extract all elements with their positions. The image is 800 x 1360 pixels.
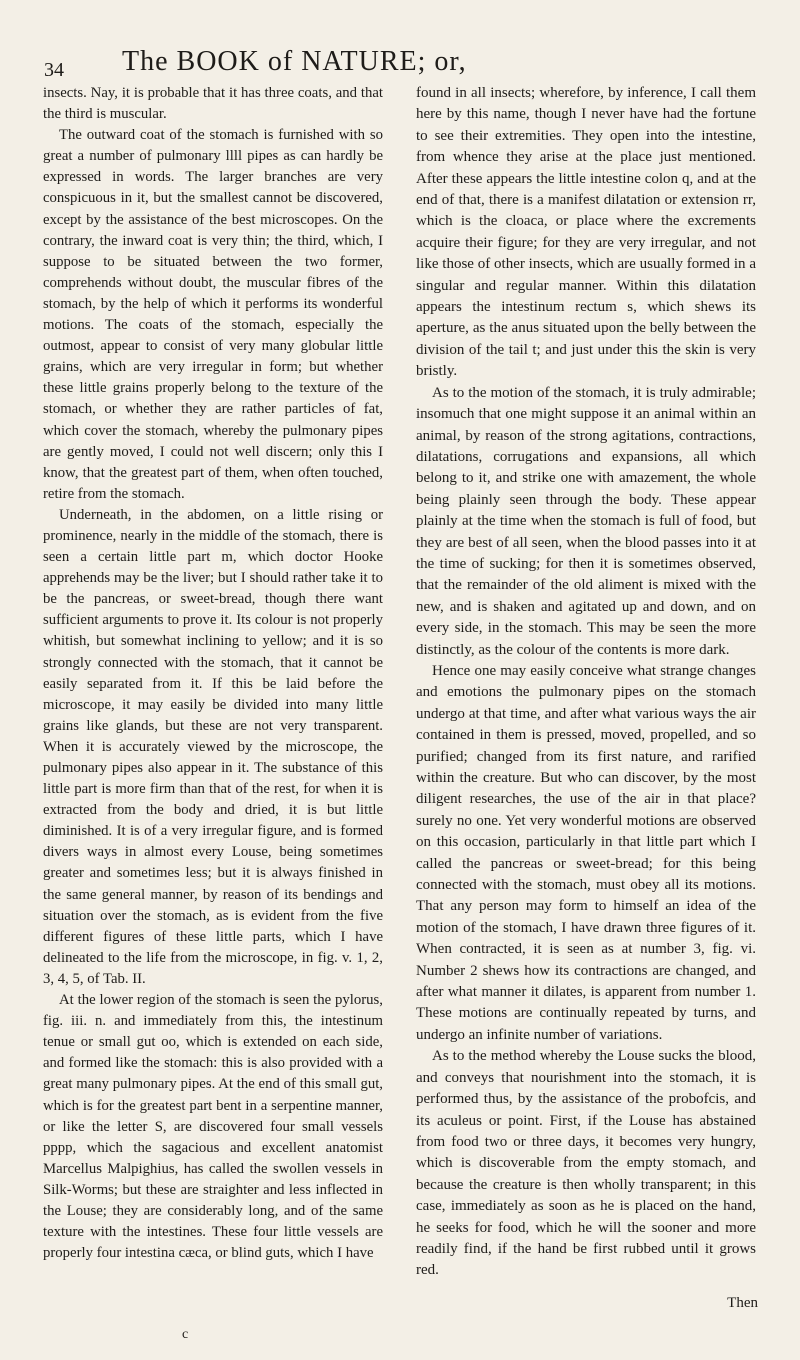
signature-mark: c [182, 1327, 189, 1342]
left-column [43, 83, 383, 1264]
running-head: The BOOK of NATURE; or, [122, 46, 467, 77]
paragraph: As to the motion of the stomach, it is truly admirable; insomuch that one might suppose it an animal within an animal, by reason of the strong agitations, contractions, dilatations, corrugations and expansions, all which belong to it, and strike one with amazement, the whole being plainly seen through the body. These appear plainly at the time when the stomach is full of food, but they are best of all seen, when the blood passes into it at the time of sucking; for then it is sometimes observed, that the remainder of the old aliment is mixed with the new, and is shaken and agitated up and down, and on every side, in the stomach. This may be seen the more distinctly, as the colour of the contents is more dark. [416, 384, 756, 658]
paragraph: As to the method whereby the Louse sucks the blood, and conveys that nourishment into the stomach, it is performed thus, by the assistance of the probofcis, and its aculeus or point. First, if the Louse has abstained from food two or three days, it becomes very hungry, which is discoverable from the empty stomach, and because the creature is then wholly transparent; in this case, immediately as soon as he is placed on the hand, he seeks for food, which he will the sooner and more readily find, if the hand be first rubbed until it grows red. [416, 1048, 756, 1279]
page-number: 34 [44, 59, 64, 81]
catchword: Then [727, 1295, 758, 1311]
paragraph: found in all insects; wherefore, by inference, I call them here by this name, though I never have had the fortune to see their extremities. They open into the intestine, from whence they arise at the place just mentioned. After these appears the little intestine colon q, and at the end of that, there is a manifest dilatation or extension rr, which is the cloaca, or place where the excrements acquire their figure; for they are very irregular, and not like those of other insects, which are usually formed in a singular and regular manner. Within this dilatation appears the intestinum rectum s, which shews its aperture, as the anus situated upon the belly between the division of the tail t; and just under this the skin is very bristly. [416, 85, 756, 380]
paragraph: Hence one may easily conceive what strange changes and emotions the pulmonary pipes on the stomach undergo at that time, and after what various ways the air contained in them is pressed, moved, propelled, and so purified; changed from its first nature, and rarified within the creature. But who can discover, by the most diligent researches, the use of the air in that place? surely no one. Yet very wonderful motions are observed on this occasion, particularly in that little part which I called the pancreas or sweet-bread; for this being connected with the stomach, must obey all its motions. That any person may form to himself an idea of the motion of the stomach, I have drawn three figures of it. When contracted, it is seen as at number 3, fig. vi. Number 2 shews how its contractions are changed, and after what manner it dilates, is apparent from number 1. These motions are continually repeated by turns, and undergo an infinite number of variations. [416, 662, 756, 1043]
paragraph: The outward coat of the stomach is furnished with so great a number of pulmonary llll pipes as can hardly be expressed in words. The larger branches are very conspicuous in it, but the smallest cannot be discovered, except by the assistance of the best microscopes. On the contrary, the inward coat is very thin; the third, which, I suppose to be situated between the two former, comprehends without doubt, the muscular fibres of the stomach, by the help of which it performs its wonderful motions. The coats of the stomach, especially the outmost, appear to consist of very many globular little grains, which are very irregular in form; but whether these little grains properly belong to the texture of the stomach, or whether they are rather particles of fat, which cover the stomach, whereby the pulmonary pipes are gently moved, I could not well discern; only this I know, that the greatest part of them, when often touched, retire from the stomach. [43, 127, 383, 502]
paragraph: Underneath, in the abdomen, on a little rising or prominence, nearly in the middle of the stomach, there is seen a certain little part m, which doctor Hooke apprehends may be the liver; but I should rather take it to be the pancreas, or sweet-bread, though there want sufficient arguments to prove it. Its colour is not properly whitish, but somewhat inclining to yellow; and it is so strongly connected with the stomach, that it cannot be easily separated from it. If this be laid before the microscope, it may easily be divided into many little grains like glands, but these are not very transparent. When it is accurately viewed by the microscope, the pulmonary pipes also appear in it. The substance of this little part is more firm than that of the rest, for when it is extracted from the body and dried, it is but little diminished. It is of a very irregular figure, and is formed divers ways in almost every Louse, being sometimes greater and sometimes less; but it is always finished in the same general manner, by reason of its bendings and situation over the stomach, as is evident from the five different figures of these little parts, which I have delineated to the life from the microscope, in fig. v. 1, 2, 3, 4, 5, of Tab. II. [43, 506, 383, 987]
right-column [416, 83, 756, 1282]
paragraph: insects. Nay, it is probable that it has three coats, and that the third is muscular. [43, 85, 383, 123]
paragraph: At the lower region of the stomach is seen the pylorus, fig. iii. n. and immediately from this, the intestinum tenue or small gut oo, which is extended on each side, and formed like the stomach: this is also provided with a great many pulmonary pipes. At the end of this small gut, which is for the greatest part bent in a serpentine manner, or like the letter S, are discovered four small vessels pppp, which the sagacious and excellent anatomist Marcellus Malpighius, has called the swollen vessels in Silk-Worms; but these are straighter and less inflected in the Louse; they are considerably long, and of the same texture with the intestines. These four little vessels are properly four intestina cæca, or blind guts, which I have [43, 992, 383, 1262]
